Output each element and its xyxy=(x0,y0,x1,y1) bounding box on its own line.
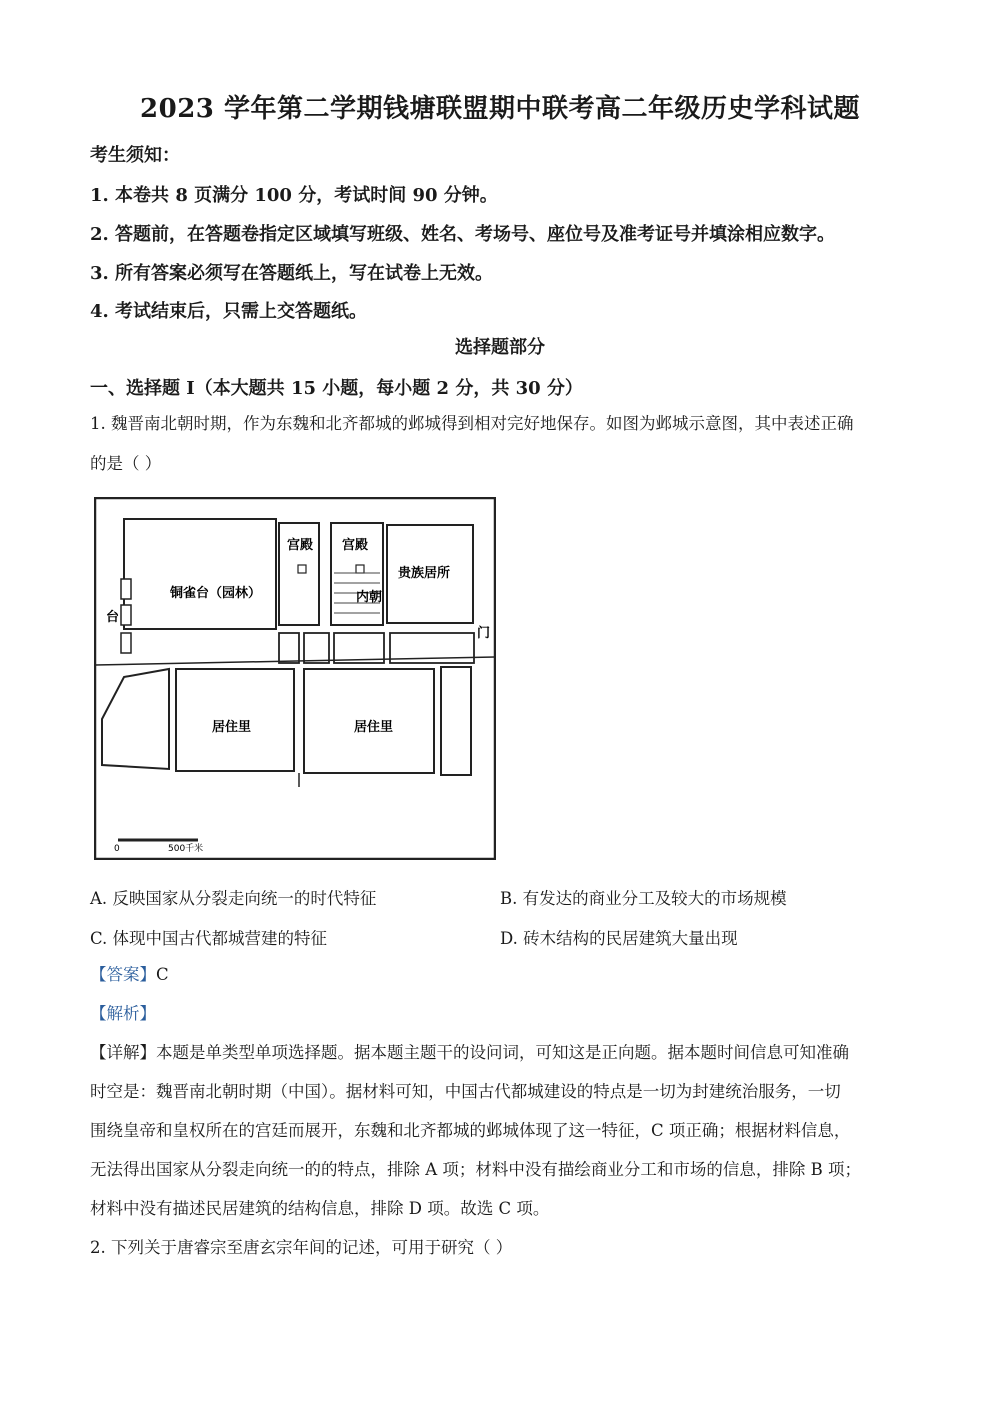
label-palace-left: 宫殿 xyxy=(287,538,314,553)
label-nobles: 贵族居所 xyxy=(398,566,451,581)
option-c: C. 体现中国古代都城营建的特征 xyxy=(90,929,328,948)
option-b: B. 有发达的商业分工及较大的市场规模 xyxy=(500,889,787,908)
section-title: 选择题部分 xyxy=(455,337,545,358)
detail-line-3: 围绕皇帝和皇权所在的宫廷而展开，东魏和北齐都城的邺城体现了这一特征，C 项正确；根据材料信息， xyxy=(90,1121,851,1140)
q1-stem-line1: 1. 魏晋南北朝时期，作为东魏和北齐都城的邺城得到相对完好地保存。如图为邺城示意图，其中表述正确 xyxy=(90,414,854,433)
answer-line xyxy=(90,965,169,985)
detail-text-1: 本题是单类型单项选择题。据本题主题干的设问词，可知这是正向题。据本题时间信息可知准确 xyxy=(156,1043,849,1062)
detail-line-1 xyxy=(90,1043,849,1063)
notice-heading: 考生须知： xyxy=(90,145,180,166)
label-tongque: 铜雀台（园林） xyxy=(170,586,262,601)
label-gate: 门 xyxy=(477,626,491,641)
label-tai: 台 xyxy=(106,610,120,625)
analysis-label: 【解析】 xyxy=(90,1004,156,1023)
tai-block-3 xyxy=(121,633,131,653)
tai-block-2 xyxy=(121,605,131,625)
label-scale: 500千米 xyxy=(168,844,204,854)
label-palace-right: 宫殿 xyxy=(342,538,369,553)
label-residence-right: 居住里 xyxy=(354,720,394,735)
label-residence-left: 居住里 xyxy=(212,720,252,735)
option-d: D. 砖木结构的民居建筑大量出现 xyxy=(500,929,738,948)
tai-block-1 xyxy=(121,579,131,599)
q2-stem: 2. 下列关于唐睿宗至唐玄宗年间的记述，可用于研究（ ） xyxy=(90,1238,513,1257)
exam-title: 2023 学年第二学期钱塘联盟期中联考高二年级历史学科试题 xyxy=(140,94,860,124)
q1-stem-line2: 的是（ ） xyxy=(90,454,162,473)
inner-marker xyxy=(356,565,364,573)
option-a: A. 反映国家从分裂走向统一的时代特征 xyxy=(90,889,377,908)
notice-item-2: 2. 答题前，在答题卷指定区域填写班级、姓名、考场号、座位号及准考证号并填涂相应数字。 xyxy=(90,224,836,245)
notice-item-1: 1. 本卷共 8 页满分 100 分，考试时间 90 分钟。 xyxy=(90,185,498,206)
notice-item-3: 3. 所有答案必须写在答题纸上，写在试卷上无效。 xyxy=(90,263,494,284)
detail-line-4: 无法得出国家从分裂走向统一的的特点，排除 A 项；材料中没有描绘商业分工和市场的信息，排除 B 项； xyxy=(90,1160,862,1179)
notice-item-4: 4. 考试结束后，只需上交答题纸。 xyxy=(90,301,368,322)
detail-line-2: 时空是：魏晋南北朝时期（中国）。据材料可知，中国古代都城建设的特点是一切为封建统治服务，一切 xyxy=(90,1082,841,1101)
label-scale-zero: 0 xyxy=(114,844,120,854)
part-title: 一、选择题 I（本大题共 15 小题，每小题 2 分，共 30 分） xyxy=(90,378,583,399)
yecheng-map xyxy=(94,497,496,860)
answer-value: C xyxy=(156,965,169,984)
detail-label: 【详解】 xyxy=(90,1043,156,1062)
answer-label: 【答案】 xyxy=(90,965,156,984)
label-inner: 内朝 xyxy=(356,590,383,605)
palace-marker xyxy=(298,565,306,573)
detail-line-5: 材料中没有描述民居建筑的结构信息，排除 D 项。故选 C 项。 xyxy=(90,1199,550,1218)
